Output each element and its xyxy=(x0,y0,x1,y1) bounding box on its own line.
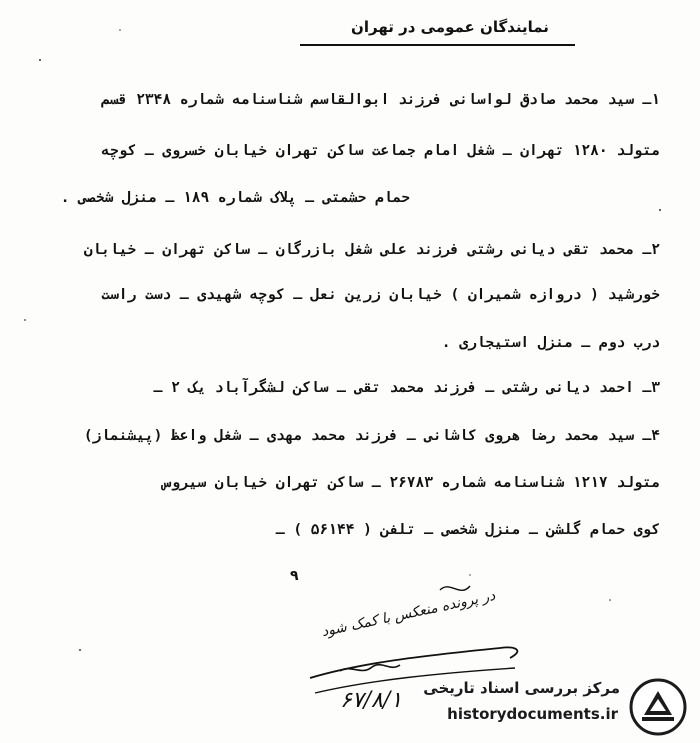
document-line-9: متولد ۱۲۱۷ شناسنامه شماره ۲۶۷۸۳ ـ ساکن تهران خیابان سیروس xyxy=(162,475,660,491)
document-line-3: حمام حشمتی ـ پلاک شماره ۱۸۹ ـ منزل شخصی . xyxy=(60,190,410,206)
document-line-4: ۲ـ محمد تقی دیانی رشتی فرزند علی شغل بازرگان ـ ساکن تهران ـ خیابان xyxy=(83,242,660,258)
document-line-8: ۴ـ سید محمد رضا هروی کاشانی ـ فرزند محمد مهدی ـ شغل واعظ (پیشنماز) xyxy=(83,428,660,444)
document-line-1: ۱ـ سید محمد صادق لواسانی فرزند ابوالقاسم شناسنامه شماره ۲۳۴۸ قسم xyxy=(101,92,660,108)
watermark xyxy=(380,673,700,743)
handwritten-date: ۶۷/۸/۱ xyxy=(340,688,403,713)
document-line-2: متولد ۱۲۸۰ تهران ـ شغل امام جماعت ساکن تهران خیابان خسروی ـ کوچه xyxy=(101,143,660,159)
title-underline xyxy=(300,44,575,46)
document-line-5: خورشید ( دروازه شمیران ) خیابان زرین نعل ـ کوچه شهیدی ـ دست راست xyxy=(101,287,660,303)
document-line-7: ۳ـ احمد دیانی رشتی ـ فرزند محمد تقی ـ ساکن لشگرآباد یک ۲ ـ xyxy=(153,380,660,396)
watermark-url: historydocuments.ir xyxy=(447,705,618,723)
document-line-6: درب دوم ـ منزل استیجاری . xyxy=(441,335,660,351)
margin-mark: ۹ xyxy=(290,568,299,584)
handwritten-note: در پرونده منعکس با کمک شود xyxy=(320,587,497,641)
watermark-title: مرکز بررسی اسناد تاریخی xyxy=(423,679,620,697)
archive-logo-icon xyxy=(628,677,688,737)
document-title: نمایندگان عمومی در تهران xyxy=(351,18,549,36)
document-line-10: کوی حمام گلشن ـ منزل شخصی ـ تلفن ( ۵۶۱۴۴ ) ـ xyxy=(275,522,660,538)
